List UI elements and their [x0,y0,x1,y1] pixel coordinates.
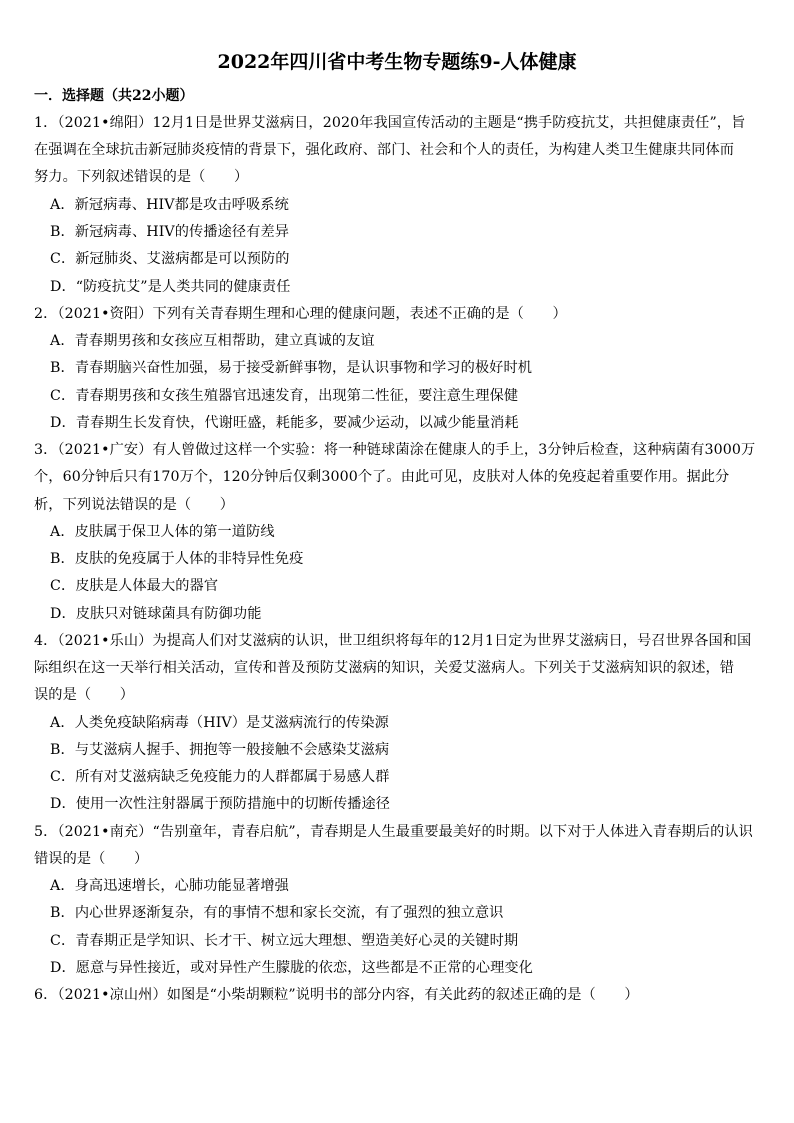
section-heading: 一．选择题（共22小题） [34,88,194,104]
question-3-line-2: 个，60分钟后只有170万个，120分钟后仅剩3000个了。由此可见，皮肤对人体的免疫起着重要作用。据此分 [34,469,730,485]
question-3-option-d: D．皮肤只对链球菌具有防御功能 [50,606,262,622]
question-4-line-2: 际组织在这一天举行相关活动，宣传和普及预防艾滋病的知识，关爱艾滋病人。下列关于艾滋病知识的叙述，错 [34,660,735,676]
question-3-line-1: 3．（2021•广安）有人曾做过这样一个实验：将一种链球菌涂在健康人的手上，3分钟后检查，这种病菌有3000万 [34,442,756,458]
question-2-option-b: B．青春期脑兴奋性加强，易于接受新鲜事物，是认识事物和学习的极好时机 [50,360,533,376]
question-4-option-a: A．人类免疫缺陷病毒（HIV）是艾滋病流行的传染源 [50,715,389,731]
question-5-line-1: 5．（2021•南充）“告别童年，青春启航”，青春期是人生最重要最美好的时期。以下对于人体进入青春期后的认识 [34,824,753,840]
question-4-line-3: 误的是（ ） [34,687,135,703]
question-4-option-d: D．使用一次性注射器属于预防措施中的切断传播途径 [50,796,391,812]
question-1-line-2: 在强调在全球抗击新冠肺炎疫情的背景下，强化政府、部门、社会和个人的责任，为构建人类卫生健康共同体而 [34,142,735,158]
question-3-option-b: B．皮肤的免疫属于人体的非特异性免疫 [50,551,304,567]
question-2-option-c: C．青春期男孩和女孩生殖器官迅速发育，出现第二性征，要注意生理保健 [50,388,519,404]
question-1-option-d: D．“防疫抗艾”是人类共同的健康责任 [50,279,291,295]
question-2-line-1: 2．（2021•资阳）下列有关青春期生理和心理的健康问题，表述不正确的是（ ） [34,306,567,322]
question-1-line-1: 1．（2021•绵阳）12月1日是世界艾滋病日，2020年我国宣传活动的主题是“携手防疫抗艾，共担健康责任”，旨 [34,115,746,131]
question-5-option-c: C．青春期正是学知识、长才干、树立远大理想、塑造美好心灵的关键时期 [50,933,519,949]
question-5-option-b: B．内心世界逐渐复杂，有的事情不想和家长交流，有了强烈的独立意识 [50,905,504,921]
question-1-option-a: A．新冠病毒、HIV都是攻击呼吸系统 [50,197,289,213]
question-3-option-c: C．皮肤是人体最大的器官 [50,578,219,594]
question-2-option-d: D．青春期生长发育快，代谢旺盛，耗能多，要减少运动，以减少能量消耗 [50,415,519,431]
question-3-option-a: A．皮肤属于保卫人体的第一道防线 [50,524,275,540]
question-3-line-3: 析，下列说法错误的是（ ） [34,497,235,513]
question-5-option-d: D．愿意与异性接近，或对异性产生朦胧的依恋，这些都是不正常的心理变化 [50,960,533,976]
question-4-option-b: B．与艾滋病人握手、拥抱等一般接触不会感染艾滋病 [50,742,390,758]
question-1-line-3: 努力。下列叙述错误的是（ ） [34,169,249,185]
question-1-option-c: C．新冠肺炎、艾滋病都是可以预防的 [50,251,290,267]
document-title: 2022年四川省中考生物专题练9-人体健康 [217,51,577,73]
question-5-line-2: 错误的是（ ） [34,851,149,867]
question-4-option-c: C．所有对艾滋病缺乏免疫能力的人群都属于易感人群 [50,769,390,785]
question-6-line-1: 6．（2021•凉山州）如图是“小柴胡颗粒”说明书的部分内容，有关此药的叙述正确的是（ ） [34,987,639,1003]
question-4-line-1: 4．（2021•乐山）为提高人们对艾滋病的认识，世卫组织将每年的12月1日定为世界艾滋病日，号召世界各国和国 [34,633,752,649]
question-1-option-b: B．新冠病毒、HIV的传播途径有差异 [50,224,290,240]
question-5-option-a: A．身高迅速增长，心肺功能显著增强 [50,878,289,894]
question-2-option-a: A．青春期男孩和女孩应互相帮助，建立真诚的友谊 [50,333,375,349]
